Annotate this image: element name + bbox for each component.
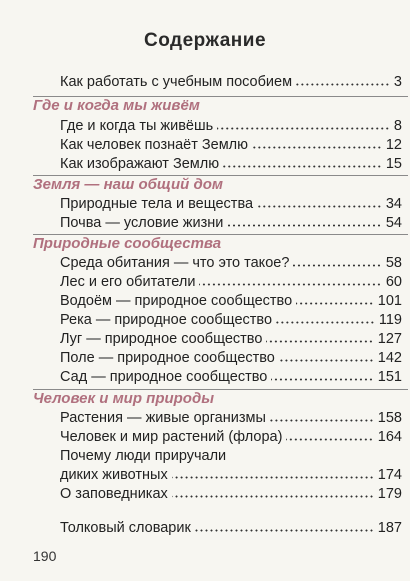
dot-leader [252, 146, 382, 149]
toc-entry-title: Поле — природное сообщество [60, 350, 275, 366]
toc-entry-page: 54 [385, 215, 402, 231]
dot-leader [223, 165, 382, 168]
toc-entry[interactable] [60, 425, 402, 445]
toc-entry-title: Где и когда ты живёшь [60, 118, 214, 134]
toc-entry[interactable] [60, 482, 402, 502]
toc-entry-page: 164 [377, 429, 402, 445]
toc-entry-page: 12 [385, 137, 402, 153]
toc-entry-title: Луг — природное сообщество [60, 331, 263, 347]
dot-leader [279, 359, 374, 362]
toc-entry-title: Человек и мир растений (флора) [60, 429, 283, 445]
toc-entry-page: 34 [385, 196, 402, 212]
dot-leader [271, 378, 373, 381]
toc-entry-page: 174 [377, 467, 402, 483]
toc-entry-glossary[interactable] [60, 516, 402, 536]
toc-entry-title: Как изображают Землю [60, 156, 220, 172]
toc-entry-title: Среда обитания — что это такое? [60, 255, 290, 271]
toc-entry-title: Толковый словарик [60, 520, 191, 536]
section-heading: Где и когда мы живём [33, 97, 200, 114]
toc-entry-title: Почва — условие жизни [60, 215, 224, 231]
toc-entry[interactable] [60, 133, 402, 153]
toc-entry[interactable] [60, 327, 402, 347]
page-title: Содержание [143, 30, 267, 51]
toc-entry-page: 158 [377, 410, 402, 426]
toc-entry[interactable] [60, 211, 402, 231]
toc-entry[interactable] [60, 463, 402, 483]
toc-entry[interactable] [60, 270, 402, 290]
toc-entry-title: О заповедниках [60, 486, 168, 502]
toc-entry[interactable] [60, 289, 402, 309]
toc-entry-page: 101 [377, 293, 402, 309]
toc-entry[interactable] [60, 114, 402, 134]
section-heading: Природные сообщества [33, 235, 222, 252]
dot-leader [227, 224, 382, 227]
toc-entry[interactable] [60, 406, 402, 426]
toc-entry[interactable] [60, 346, 402, 366]
dot-leader [217, 127, 390, 130]
dot-leader [276, 321, 375, 324]
toc-entry-title: диких животных [60, 467, 168, 483]
toc-entry-title: Лес и его обитатели [60, 274, 196, 290]
toc-entry-title: Как человек познаёт Землю [60, 137, 249, 153]
toc-entry-page: 142 [377, 350, 402, 366]
dot-leader [286, 438, 373, 441]
toc-entry-title: Водоём — природное сообщество [60, 293, 293, 309]
toc-entry-page: 60 [385, 274, 402, 290]
toc-entry-page: 8 [393, 118, 402, 134]
toc-entry-page: 119 [378, 312, 402, 328]
toc-entry[interactable] [60, 308, 402, 328]
toc-entry-page: 187 [377, 520, 402, 536]
toc-entry-title: Почему люди приручали [60, 448, 227, 464]
toc-entry[interactable] [60, 365, 402, 385]
dot-leader [195, 529, 374, 532]
toc-entry-page: 58 [385, 255, 402, 271]
toc-entry-page: 151 [377, 369, 402, 385]
section-heading: Человек и мир природы [33, 390, 215, 407]
page-number: 190 [33, 548, 57, 564]
toc-entry[interactable] [60, 444, 226, 464]
toc-entry-page: 3 [393, 74, 402, 90]
toc-entry-page: 179 [377, 486, 402, 502]
dot-leader [293, 264, 381, 267]
dot-leader [257, 205, 382, 208]
toc-entry[interactable] [60, 152, 402, 172]
toc-entry-intro[interactable] [60, 70, 402, 90]
dot-leader [199, 283, 381, 286]
dot-leader [172, 476, 374, 479]
toc-entry[interactable] [60, 192, 402, 212]
dot-leader [172, 495, 374, 498]
toc-entry-page: 15 [385, 156, 402, 172]
toc-entry-title: Природные тела и вещества [60, 196, 254, 212]
dot-leader [270, 419, 374, 422]
dot-leader [296, 302, 374, 305]
section-heading: Земля — наш общий дом [33, 176, 223, 193]
toc-entry-page: 127 [377, 331, 402, 347]
toc-entry-title: Река — природное сообщество [60, 312, 273, 328]
toc-entry-title: Растения — живые организмы [60, 410, 266, 426]
toc-entry[interactable] [60, 251, 402, 271]
dot-leader [296, 83, 390, 86]
toc-entry-title: Как работать с учебным пособием [60, 74, 293, 90]
dot-leader [266, 340, 373, 343]
toc-entry-title: Сад — природное сообщество [60, 369, 268, 385]
